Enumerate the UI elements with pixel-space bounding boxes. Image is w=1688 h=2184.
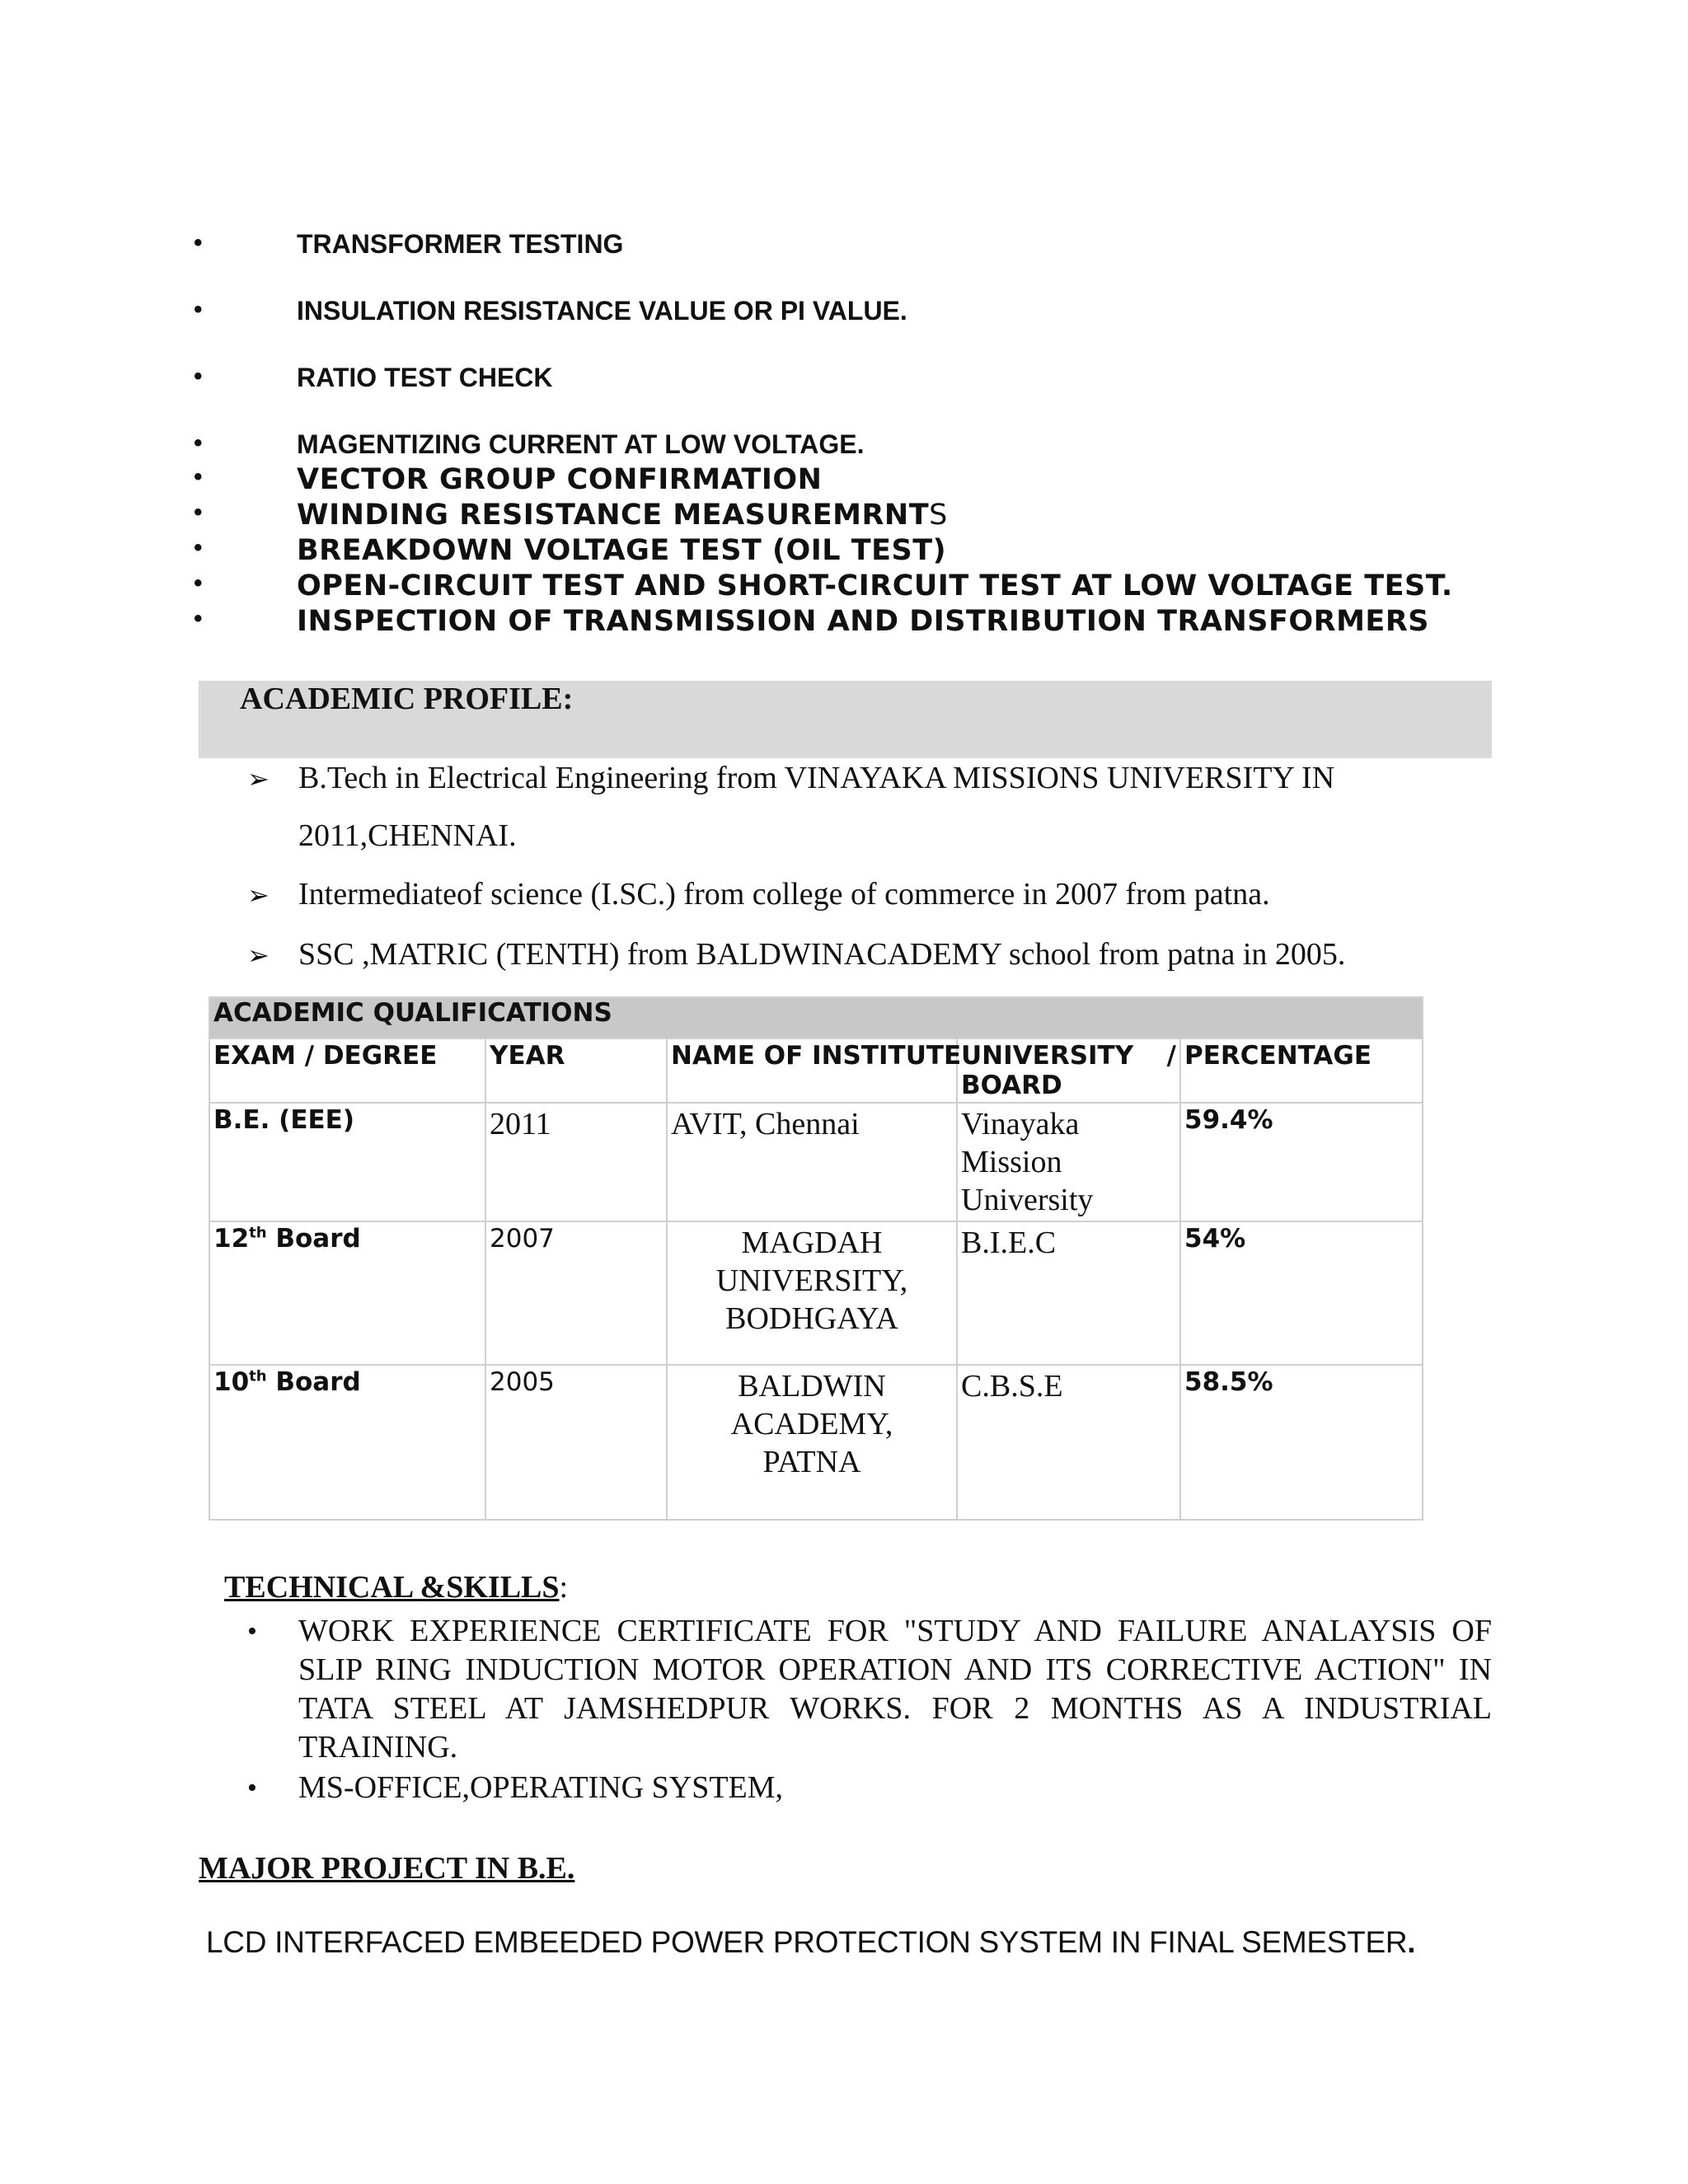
technical-skills-list	[247, 1612, 1492, 1807]
bullet-icon: •	[194, 569, 203, 597]
list-item	[247, 1769, 1492, 1807]
bullet-text: BREAKDOWN VOLTAGE TEST (OIL TEST)	[297, 534, 947, 567]
major-project-text: LCD INTERFACED EMBEEDED POWER PROTECTION SYSTEM IN FINAL SEMESTER.	[206, 1925, 1416, 1959]
profile-item-text: SSC ,MATRIC (TENTH) from BALDWINACADEMY school from patna in 2005.	[298, 937, 1346, 972]
bullet-icon: •	[194, 296, 203, 323]
cell-year: 2011	[485, 1103, 667, 1221]
bullet-text: WINDING RESISTANCE MEASUREMRNTS	[297, 499, 948, 532]
cell-institute: BALDWIN ACADEMY, PATNA	[667, 1365, 957, 1520]
bullet-text: INSULATION RESISTANCE VALUE OR PI VALUE.	[297, 296, 907, 326]
cell-exam: B.E. (EEE)	[209, 1103, 485, 1221]
table-header-row	[209, 1038, 1423, 1103]
cell-exam: 10th Board	[209, 1365, 485, 1520]
bullet-icon: •	[247, 1616, 257, 1647]
bullet-icon: •	[194, 363, 203, 390]
arrow-bullet-icon: ➢	[247, 940, 270, 971]
arrow-bullet-icon: ➢	[247, 763, 270, 794]
profile-item-text: Intermediateof science (I.SC.) from college of commerce in 2007 from patna.	[298, 877, 1270, 912]
header-percentage: PERCENTAGE	[1180, 1038, 1423, 1103]
profile-item-text: 2011,CHENNAI.	[298, 818, 517, 853]
cell-board: B.I.E.C	[957, 1221, 1180, 1365]
bullet-text: OPEN-CIRCUIT TEST AND SHORT-CIRCUIT TEST AT LOW VOLTAGE TEST.	[297, 569, 1453, 602]
table-row	[209, 1221, 1423, 1365]
major-project-title: MAJOR PROJECT IN B.E.	[199, 1851, 575, 1886]
bullet-text: INSPECTION OF TRANSMISSION AND DISTRIBUTION TRANSFORMERS	[297, 605, 1429, 638]
bullet-text: RATIO TEST CHECK	[297, 363, 553, 392]
cell-year: 2005	[485, 1365, 667, 1520]
bullet-icon: •	[194, 605, 203, 632]
list-item-text: MS-OFFICE,OPERATING SYSTEM,	[298, 1770, 784, 1805]
cell-year: 2007	[485, 1221, 667, 1365]
bullet-icon: •	[194, 429, 203, 457]
header-university-board: UNIVERSITY / BOARD	[957, 1038, 1180, 1103]
cell-percentage: 54%	[1180, 1221, 1423, 1365]
profile-item-text: B.Tech in Electrical Engineering from VINAYAKA MISSIONS UNIVERSITY IN	[298, 761, 1335, 795]
cell-percentage: 58.5%	[1180, 1365, 1423, 1520]
bullet-text: VECTOR GROUP CONFIRMATION	[297, 463, 823, 496]
table-title-row	[209, 997, 1423, 1038]
bullet-text: MAGENTIZING CURRENT AT LOW VOLTAGE.	[297, 429, 865, 459]
header-year: YEAR	[485, 1038, 667, 1103]
table-row	[209, 1103, 1423, 1221]
table-row	[209, 1365, 1423, 1520]
list-item-text: WORK EXPERIENCE CERTIFICATE FOR "STUDY AND FAILURE ANALAYSIS OF SLIP RING INDUCTION MOTOR OPERATION AND ITS CORRECTIVE ACTION" IN TATA STEEL AT JAMSHEDPUR WORKS. FOR 2 MONTHS AS A INDUSTRIAL TRAINING.	[298, 1614, 1492, 1765]
header-institute: NAME OF INSTITUTE	[667, 1038, 957, 1103]
bullet-icon: •	[194, 534, 203, 561]
bullet-icon: •	[194, 229, 203, 256]
cell-institute: AVIT, Chennai	[667, 1103, 957, 1221]
qualifications-table	[209, 996, 1423, 1521]
bullet-icon: •	[194, 499, 203, 526]
bullet-text: TRANSFORMER TESTING	[297, 229, 624, 259]
cell-exam: 12th Board	[209, 1221, 485, 1365]
section-title: ACADEMIC PROFILE:	[240, 682, 574, 716]
arrow-bullet-icon: ➢	[247, 879, 270, 911]
cell-board: C.B.S.E	[957, 1365, 1180, 1520]
bullet-icon: •	[194, 463, 203, 490]
technical-skills-title: TECHNICAL &SKILLS:	[224, 1570, 569, 1605]
cell-percentage: 59.4%	[1180, 1103, 1423, 1221]
header-exam: EXAM / DEGREE	[209, 1038, 485, 1103]
table-title: ACADEMIC QUALIFICATIONS	[209, 997, 1423, 1038]
cell-board: Vinayaka Mission University	[957, 1103, 1180, 1221]
cell-institute: MAGDAH UNIVERSITY, BODHGAYA	[667, 1221, 957, 1365]
academic-profile-header	[199, 681, 1492, 758]
bullet-icon: •	[247, 1773, 257, 1803]
list-item	[247, 1612, 1492, 1767]
